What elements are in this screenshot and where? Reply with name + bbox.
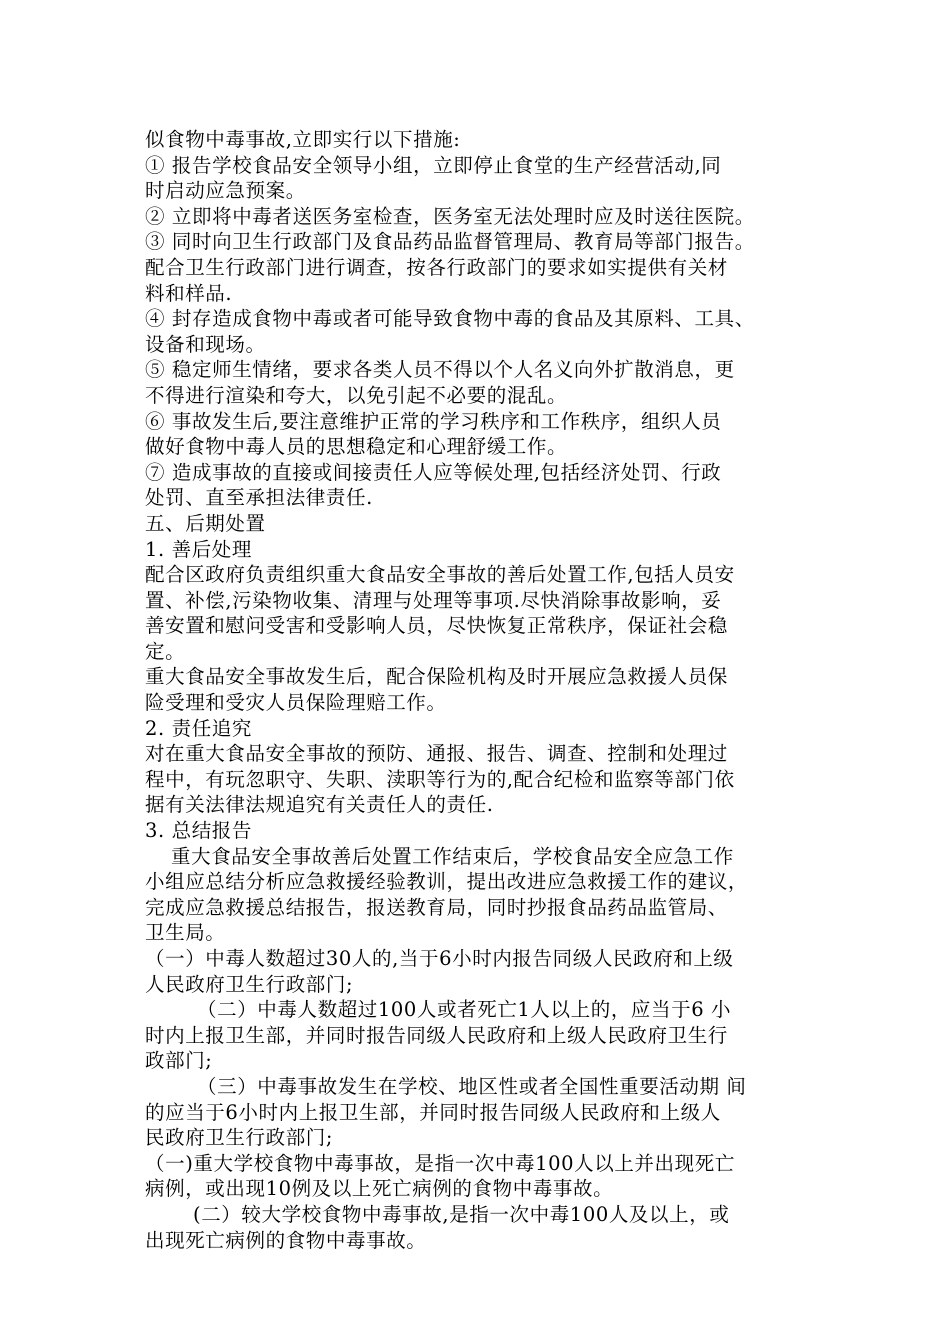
text-line: (二）较大学校食物中毒事故,是指一次中毒100人及以上，或: [193, 1202, 730, 1226]
text-line: 似食物中毒事故,立即实行以下措施:: [145, 128, 461, 151]
text-line: 时内上报卫生部，并同时报告同级人民政府和上级人民政府卫生行: [145, 1023, 728, 1047]
text-line: ③ 同时向卫生行政部门及食品药品监督管理局、教育局等部门报告。: [145, 230, 755, 254]
document-body: [145, 127, 825, 1253]
text-line: 配合卫生行政部门进行调查，按各行政部门的要求如实提供有关材: [145, 255, 728, 279]
text-line: （三）中毒事故发生在学校、地区性或者全国性重要活动期 间: [197, 1074, 747, 1098]
text-line: （二）中毒人数超过100人或者死亡1人以上的，应当于6 小: [197, 998, 732, 1022]
text-line: 险受理和受灾人员保险理赔工作。: [145, 691, 447, 715]
text-line: ② 立即将中毒者送医务室检查，医务室无法处理时应及时送往医院。: [145, 204, 755, 228]
text-line: 政部门;: [145, 1049, 213, 1073]
text-line: 配合区政府负责组织重大食品安全事故的善后处置工作,包括人员安: [145, 563, 735, 587]
text-line: 五、后期处置: [145, 511, 266, 535]
text-line: 民政府卫生行政部门;: [145, 1126, 334, 1150]
text-line: 置、补偿,污染物收集、清理与处理等事项.尽快消除事故影响，妥: [145, 588, 722, 612]
text-line: 完成应急救援总结报告，报送教育局，同时抄报食品药品监管局、: [145, 895, 728, 919]
text-line: 人民政府卫生行政部门;: [145, 972, 354, 996]
text-line: 重大食品安全事故发生后，配合保险机构及时开展应急救援人员保: [145, 665, 728, 689]
text-line: ⑥ 事故发生后,要注意维护正常的学习秩序和工作秩序，组织人员: [145, 409, 722, 433]
text-line: 重大食品安全事故善后处置工作结束后，学校食品安全应急工作: [171, 844, 734, 868]
text-line: 据有关法律法规追究有关责任人的责任.: [145, 793, 494, 817]
text-line: 设备和现场。: [145, 332, 266, 356]
text-line: ① 报告学校食品安全领导小组，立即停止食堂的生产经营活动,同: [145, 153, 722, 177]
text-line: 对在重大食品安全事故的预防、通报、报告、调查、控制和处理过: [145, 742, 728, 766]
text-line: 定。: [145, 639, 186, 663]
text-line: 病例，或出现10例及以上死亡病例的食物中毒事故。: [145, 1177, 614, 1201]
text-line: 善安置和慰问受害和受影响人员，尽快恢复正常秩序，保证社会稳: [145, 614, 728, 638]
text-line: 程中，有玩忽职守、失职、渎职等行为的,配合纪检和监察等部门依: [145, 767, 735, 791]
text-line: （一)重大学校食物中毒事故，是指一次中毒100人以上并出现死亡: [145, 1151, 735, 1175]
text-line: 的应当于6小时内上报卫生部，并同时报告同级人民政府和上级人: [145, 1100, 721, 1124]
text-line: 小组应总结分析应急救援经验教训，提出改进应急救援工作的建议，: [145, 870, 749, 894]
text-line: 3. 总结报告: [145, 819, 253, 843]
text-line: 做好食物中毒人员的思想稳定和心理舒缓工作。: [145, 435, 568, 459]
text-line: 1. 善后处理: [145, 537, 253, 561]
text-line: 不得进行渲染和夸大，以免引起不必要的混乱。: [145, 383, 568, 407]
text-line: 2. 责任追究: [145, 716, 253, 740]
text-line: ⑦ 造成事故的直接或间接责任人应等候处理,包括经济处罚、行政: [145, 460, 722, 484]
text-line: （一）中毒人数超过30人的,当于6小时内报告同级人民政府和上级: [145, 947, 734, 970]
text-line: 处罚、直至承担法律责任.: [145, 486, 373, 510]
text-line: 出现死亡病例的食物中毒事故。: [145, 1228, 427, 1252]
text-line: ⑤ 稳定师生情绪，要求各类人员不得以个人名义向外扩散消息，更: [145, 358, 735, 382]
text-line: 时启动应急预案。: [145, 179, 306, 203]
text-line: ④ 封存造成食物中毒或者可能导致食物中毒的食品及其原料、工具、: [145, 307, 755, 331]
text-line: 卫生局。: [145, 921, 226, 945]
text-line: 料和样品.: [145, 281, 233, 305]
